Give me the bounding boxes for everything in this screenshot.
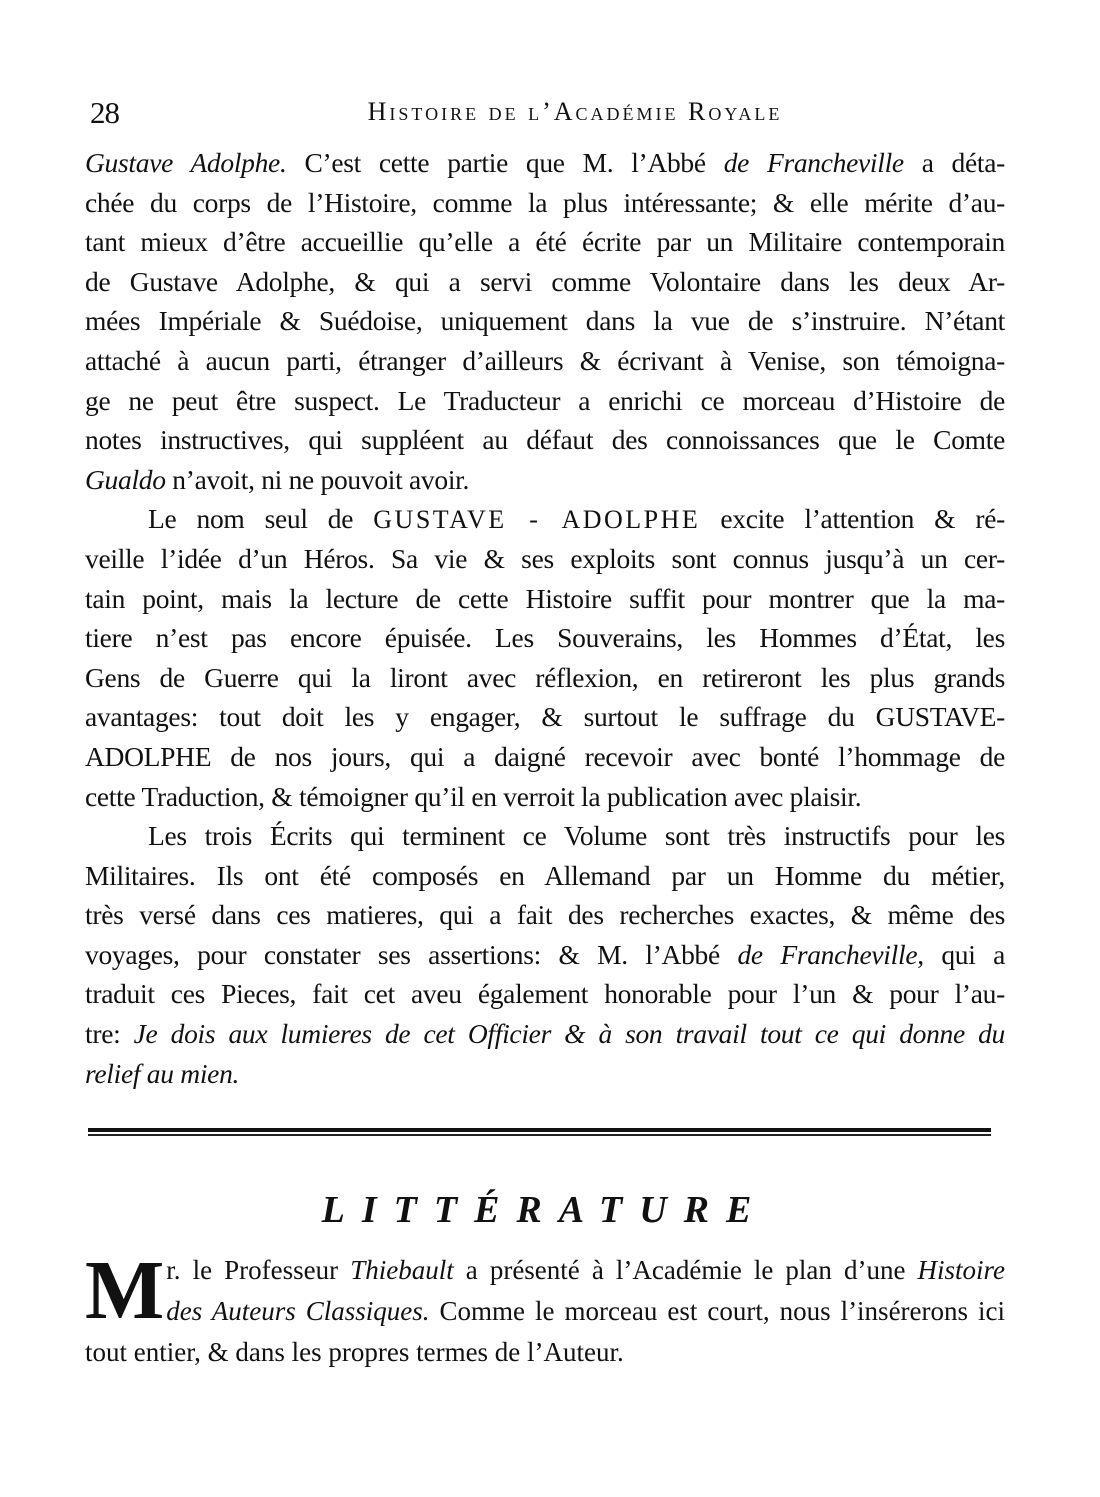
text-run: ADOLPHE de nos jours, qui a daigné recevoir avec bonté l’hommage de — [85, 740, 1005, 772]
text-run: ge ne peut être suspect. Le Traducteur a enrichi ce morceau d’Histoire de — [85, 384, 1005, 416]
text-line — [85, 856, 1005, 896]
text-line — [85, 1054, 1005, 1094]
text-run: excite l’attention & ré- — [700, 503, 1005, 535]
text-line — [85, 222, 1005, 262]
italic-run: de Francheville — [737, 938, 918, 970]
text-line — [85, 539, 1005, 579]
text-line — [85, 1014, 1005, 1054]
page-number: 28 — [90, 95, 119, 130]
text-run: traduit ces Pieces, fait cet aveu également honorable pour l’un & pour l’au- — [85, 978, 1005, 1010]
text-line — [85, 1332, 1005, 1373]
text-run: mées Impériale & Suédoise, uniquement dans la vue de s’instruire. N’étant — [85, 305, 1005, 337]
text-line — [85, 420, 1005, 460]
text-run: Militaires. Ils ont été composés en Allemand par un Homme du métier, — [85, 859, 1005, 891]
text-line — [85, 816, 1005, 856]
body-text — [85, 143, 1005, 1093]
italic-run: Gualdo — [85, 463, 166, 495]
italic-run: Thiebault — [350, 1255, 454, 1285]
running-title: Histoire de l’Académie Royale — [367, 97, 783, 126]
text-line — [85, 1291, 1005, 1332]
text-line — [85, 697, 1005, 737]
text-line — [85, 183, 1005, 223]
italic-run: de Francheville — [723, 147, 904, 178]
text-line — [85, 895, 1005, 935]
text-line — [85, 341, 1005, 381]
italic-run: Histoire — [917, 1255, 1006, 1285]
text-run: a déta- — [903, 147, 1006, 178]
text-line — [85, 381, 1005, 421]
text-run: n’avoit, ni ne pouvoit avoir. — [165, 463, 470, 495]
text-run: a présenté à l’Académie le plan d’une — [453, 1255, 918, 1285]
text-run: très versé dans ces matieres, qui a fait des recherches exactes, & même des — [85, 899, 1005, 931]
text-run: tout entier, & dans les propres termes de l’Auteur. — [85, 1337, 624, 1367]
text-run: tre: — [85, 1018, 134, 1050]
text-line — [85, 499, 1005, 539]
text-run: de Gustave Adolphe, & qui a servi comme Volontaire dans les deux Ar- — [85, 265, 1005, 297]
text-run: tant mieux d’être accueillie qu’elle a été écrite par un Militaire contemporain — [85, 226, 1005, 258]
text-line — [85, 579, 1005, 619]
drop-cap: M — [85, 1244, 165, 1337]
paragraph-p1 — [85, 143, 1005, 499]
italic-run: Je dois aux lumieres de cet Officier & à son travail tout ce qui donne du — [133, 1018, 1005, 1050]
text-run: avantages: tout doit les y engager, & surtout le suffrage du GUSTAVE- — [85, 701, 1005, 733]
section-paragraph — [85, 1244, 1006, 1373]
text-run: Les trois Écrits qui terminent ce Volume sont très instructifs pour les — [148, 820, 1005, 852]
text-run: veille l’idée d’un Héros. Sa vie & ses exploits sont connus jusqu’à un cer- — [85, 542, 1005, 574]
paragraph-p3 — [85, 816, 1005, 1093]
text-run: chée du corps de l’Histoire, comme la plus intéressante; & elle mérite d’au- — [85, 186, 1005, 218]
text-run: tain point, mais la lecture de cette Histoire suffit pour montrer que la ma- — [85, 582, 1005, 614]
text-run: attaché à aucun parti, étranger d’ailleurs & écrivant à Venise, son témoigna- — [85, 344, 1005, 376]
text-run: C’est cette partie que M. l’Abbé — [286, 147, 724, 178]
text-line — [85, 460, 1005, 500]
text-run: Gens de Guerre qui la liront avec réflexion, en retireront les plus grands — [85, 661, 1005, 693]
italic-run: des Auteurs Classiques. — [166, 1296, 430, 1326]
text-line — [85, 935, 1005, 975]
text-line — [85, 301, 1005, 341]
text-run: Le nom seul de — [148, 503, 374, 535]
text-line — [85, 262, 1005, 302]
text-run: voyages, pour constater ses assertions: & M. l’Abbé — [85, 938, 738, 970]
text-run: tiere n’est pas encore épuisée. Les Souverains, les Hommes d’État, les — [85, 622, 1005, 654]
text-run: r. le Professeur — [166, 1255, 351, 1285]
text-run: , qui a — [917, 938, 1006, 970]
italic-run: relief au mien. — [85, 1057, 240, 1089]
text-line — [85, 777, 1005, 817]
text-line — [85, 143, 1005, 183]
section-divider-rule — [88, 1128, 991, 1136]
text-line — [85, 1250, 1005, 1291]
text-run: cette Traduction, & témoigner qu’il en verroit la publication avec plaisir. — [85, 780, 862, 812]
text-line — [85, 618, 1005, 658]
text-line — [85, 658, 1005, 698]
text-run: GUSTAVE - ADOLPHE — [373, 505, 701, 535]
italic-run: Gustave Adolphe. — [85, 147, 287, 178]
paragraph-p2 — [85, 499, 1005, 816]
text-run: notes instructives, qui suppléent au défaut des connoissances que le Comte — [85, 424, 1005, 456]
text-line — [85, 737, 1005, 777]
text-run: Comme le morceau est court, nous l’insérerons ici — [429, 1296, 1005, 1326]
text-line — [85, 974, 1005, 1014]
running-head — [85, 95, 1005, 143]
section-heading: LITTÉRATURE — [321, 1189, 769, 1231]
book-page — [85, 95, 1006, 1367]
